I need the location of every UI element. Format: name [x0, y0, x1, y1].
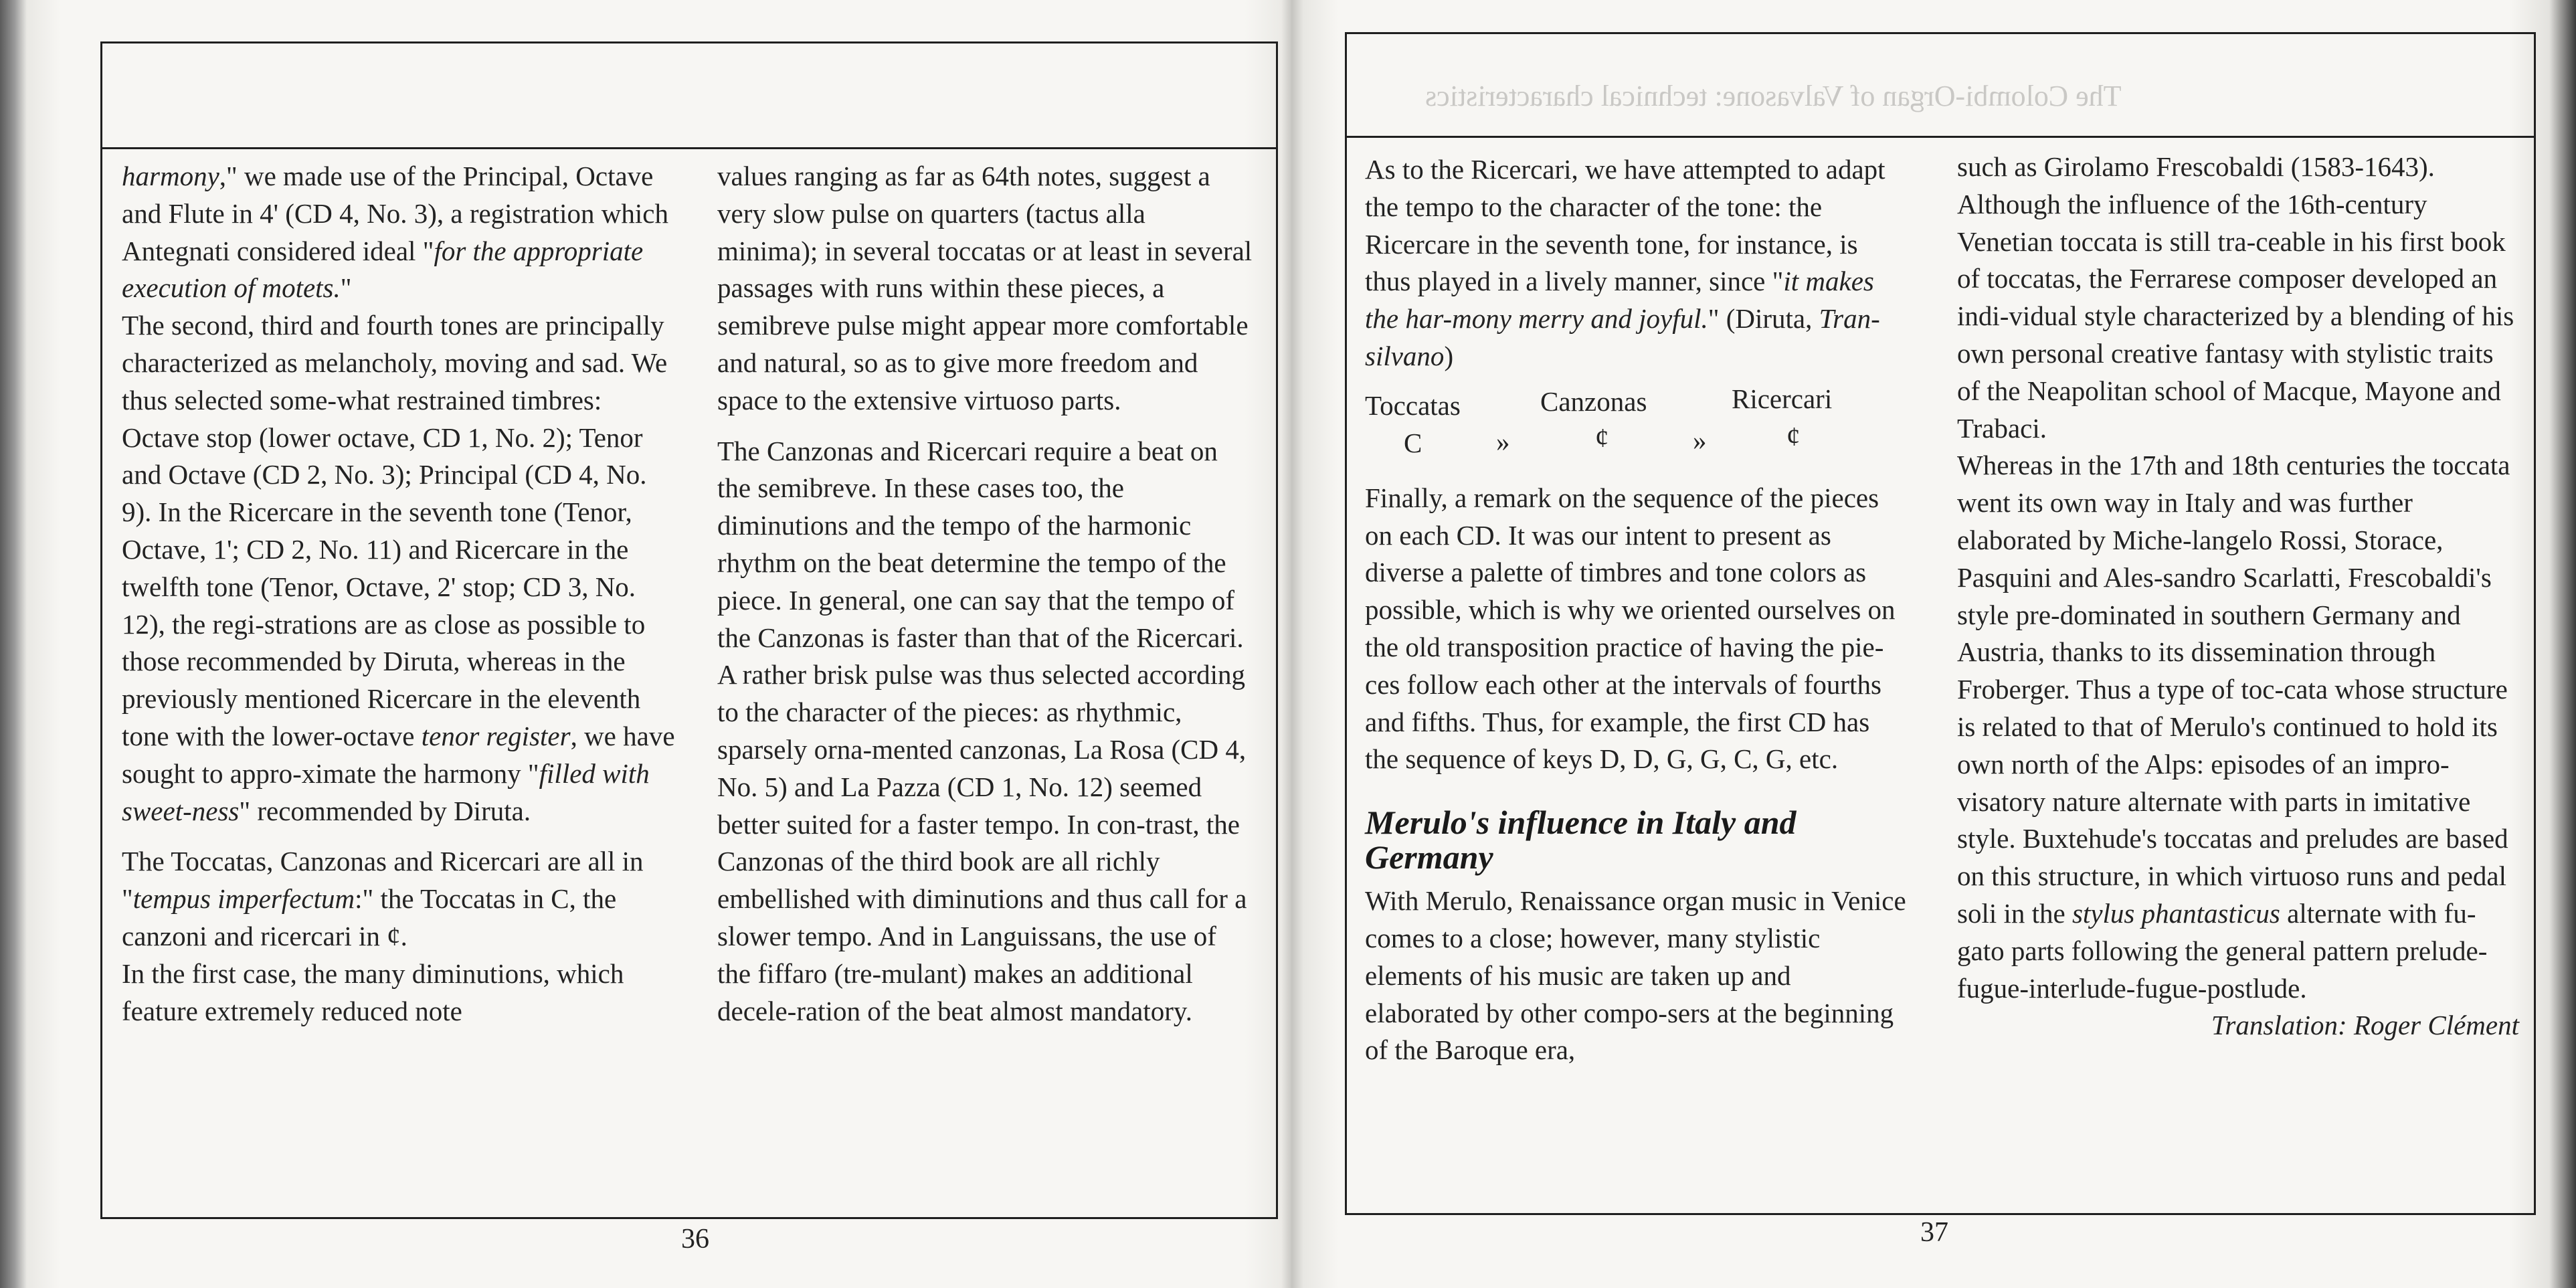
left-col1-para-1: harmony," we made use of the Principal, Octave and Flute in 4' (CD 4, No. 3), a registration which Antegnati considered ideal "for the appropriate execution of motets."	[122, 161, 668, 304]
show-through-header: The Colombi-Organ of Valvasone: technical characteristics	[1425, 80, 2122, 112]
tempo-arrow-2: »	[1693, 424, 1707, 456]
left-col2-para-1: values ranging as far as 64th notes, suggest a very slow pulse on quarters (tactus alla minima); in several toccatas or at least in several passages with runs within these pieces, a semibreve pulse might appear more comfortable and natural, so as to give more freedom and space to the extensive virtuoso parts.	[717, 161, 1253, 416]
left-col1-para-2: The second, third and fourth tones are principally characterized as melancholy, moving and sad. We thus selected some-what restrained timbres: Octave stop (lower octave, CD 1, No. 2); Tenor and Octave (CD 2, No. 3); Principal (CD 4, No. 9). In the Ricercare in the seventh tone (Tenor, Octave, 1'; CD 2, No. 11) and Ricercare in the twelfth tone (Tenor, Octave, 2' stop; CD 3, No. 12), the regi-strations are as close as possible to those recommended by Diruta, whereas in the previously mentioned Ricercare in the eleventh tone with the lower-octave tenor register, we have sought to appro-ximate the harmony "filled with sweet-ness" recommended by Diruta.	[122, 310, 675, 826]
page-number-left: 36	[681, 1224, 709, 1255]
left-col2-para-2: The Canzonas and Ricercari require a beat on the semibreve. In these cases too, the diminutions and the tempo of the harmonic rhythm on the beat determine the tempo of the piece. In general, one can say that the tempo of the Canzonas is faster than that of the Ricercari. A rather brisk pulse was thus selected according to the character of the pieces: as rhythmic, sparsely orna-mented canzonas, La Rosa (CD 4, No. 5) and La Pazza (CD 1, No. 12) seemed better suited for a faster tempo. In con-trast, the Canzonas of the third book are all richly embellished with diminutions and thus call for a slower tempo. And in Languissans, the use of the fiffaro (tre-mulant) makes an additional decele-ration of the beat almost mandatory.	[717, 435, 1247, 1026]
page-number-right: 37	[1920, 1217, 1948, 1248]
right-header-rule	[1347, 136, 2534, 138]
left-col1-para-4: In the first case, the many diminutions, which feature extremely reduced note	[122, 957, 624, 1026]
right-col2-para-2: Whereas in the 17th and 18th centuries the toccata went its own way in Italy and was further elaborated by Miche-langelo Rossi, Storace, Pasquini and Ales-sandro Scarlatti, Frescobaldi's style pre-dominated in southern Germany and Austria, thanks to its dissemination through Froberger. Thus a type of toc-cata whose structure is related to that of Merulo's continued to hold its own north of the Alps: episodes of an impro-visatory nature alternate with parts in imitative style. Buxtehude's toccatas and preludes are based on this structure, in which virtuoso runs and pedal soli in the stylus phantasticus alternate with fu-gato parts following the general pattern prelude-fugue-interlude-fugue-postlude.	[1957, 450, 2510, 1004]
left-col1-para-3: The Toccatas, Canzonas and Ricercari are all in "tempus imperfectum:" the Toccatas in C, the canzoni and ricercari in ¢.	[122, 846, 644, 951]
right-col1-finally: Finally, a remark on the sequence of the pieces on each CD. It was our intent to present as diverse a palette of timbres and tone colors as possible, which is why we oriented ourselves on the old transposition practice of having the pie-ces follow each other at the intervals of fourths and fifths. Thus, for example, the first CD has the sequence of keys D, D, G, G, C, G, etc.	[1365, 482, 1896, 775]
tempo-header-canzonas: Canzonas	[1540, 385, 1647, 417]
tempo-value-ricercari: ¢	[1786, 420, 1801, 452]
translation-credit: Translation: Roger Clément	[2211, 1010, 2519, 1041]
tempo-arrow-1: »	[1496, 426, 1510, 457]
left-column-1	[122, 158, 677, 1030]
right-col1-intro: As to the Ricercari, we have attempted to adapt the tempo to the character of the tone: the Ricercare in the seventh tone, for instance, is thus played in a lively manner, since "it makes the har-mony merry and joyful." (Diruta, Tran-silvano)	[1365, 154, 1885, 371]
left-header-rule	[102, 147, 1276, 149]
section-heading: Merulo's influence in Italy and Germany	[1365, 804, 1797, 877]
tempo-value-canzonas: ¢	[1595, 422, 1609, 453]
right-page	[1291, 0, 2576, 1288]
left-column-2	[717, 158, 1253, 1030]
right-col2-para-1: such as Girolamo Frescobaldi (1583-1643). Although the influence of the 16th-century Venetian toccata is still tra-ceable in his first book of toccatas, the Ferrarese composer developed an indi-vidual style characterized by a blending of his own personal creative fantasy with stylistic traits of the Neapolitan school of Macque, Mayone and Trabaci.	[1957, 151, 2514, 444]
tempo-table	[1365, 383, 1907, 462]
tempo-header-toccatas: Toccatas	[1365, 389, 1461, 421]
right-column-2	[1957, 149, 2519, 1044]
right-column-1	[1365, 151, 1907, 1069]
tempo-value-toccatas: C	[1404, 427, 1422, 458]
right-col1-section: With Merulo, Renaissance organ music in Venice comes to a close; however, many stylistic elements of his music are taken up and elaborated by other compo-sers at the beginning of the Baroque era,	[1365, 885, 1906, 1066]
tempo-header-ricercari: Ricercari	[1732, 383, 1833, 414]
